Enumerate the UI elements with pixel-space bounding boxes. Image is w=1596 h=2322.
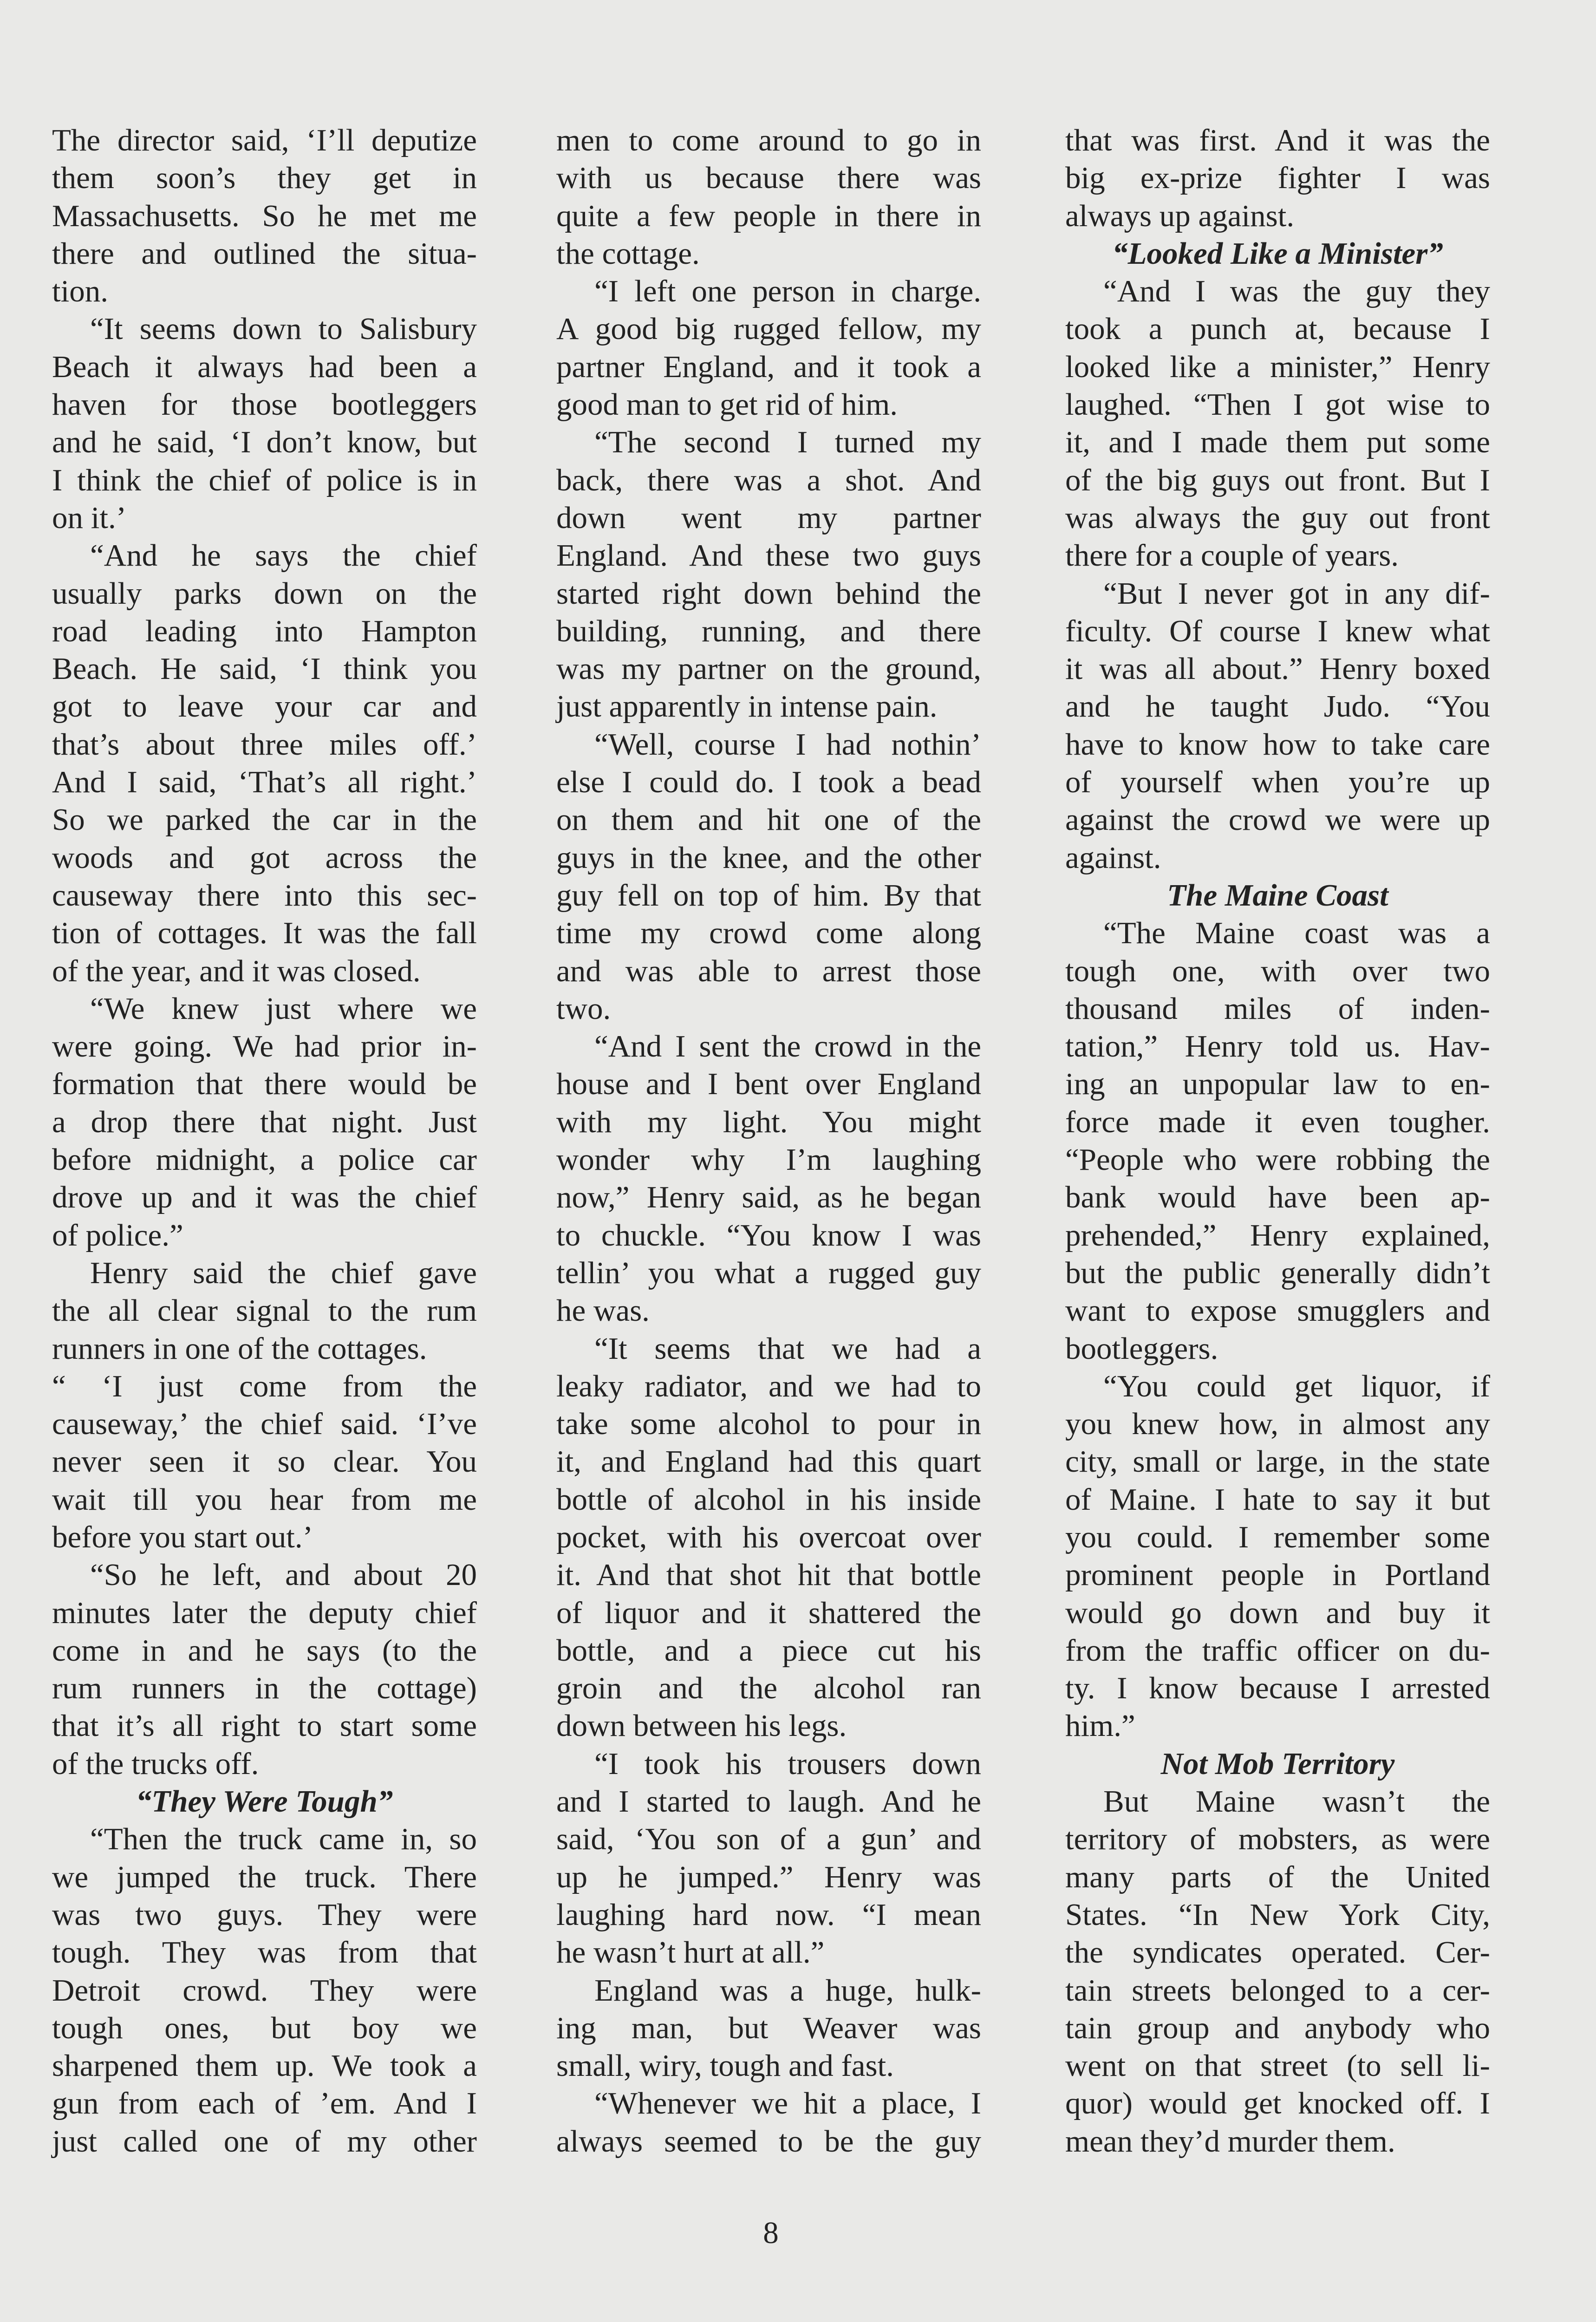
text-line: you could. I remember some (1065, 1520, 1490, 1554)
text-line: of yourself when you’re up (1065, 765, 1490, 800)
paragraph-first-line: “And I was the guy they (1103, 274, 1490, 309)
text-line: take some alcohol to pour in (556, 1407, 981, 1441)
paragraph-first-line: “The Maine coast was a (1103, 916, 1490, 951)
text-line: were going. We had prior in- (52, 1029, 477, 1064)
text-line: tion of cottages. It was the fall (52, 916, 477, 951)
text-line: ficulty. Of course I knew what (1065, 613, 1490, 648)
text-line: ing an unpopular law to en- (1065, 1067, 1490, 1102)
text-line: tellin’ you what a rugged guy (556, 1255, 981, 1290)
text-line: gun from each of ’em. And I (52, 2086, 477, 2121)
text-line: runners in one of the cottages. (52, 1331, 427, 1366)
text-line: took a punch at, because I (1065, 312, 1490, 346)
text-line: groin and the alcohol ran (556, 1671, 981, 1706)
text-line: city, small or large, in the state (1065, 1444, 1490, 1479)
text-line: of the trucks off. (52, 1746, 259, 1781)
column-middle (556, 122, 981, 2160)
paragraph-first-line: “We knew just where we (90, 991, 477, 1026)
section-subheading: Not Mob Territory (1160, 1746, 1395, 1781)
text-line: mean they’d murder them. (1065, 2124, 1395, 2159)
paragraph-first-line: Henry said the chief gave (90, 1255, 477, 1290)
paragraph-first-line: England was a huge, hulk- (594, 1973, 981, 2008)
text-line: force made it even tougher. (1065, 1104, 1490, 1139)
text-line: it was all about.” Henry boxed (1065, 652, 1490, 686)
text-line: down went my partner (556, 500, 981, 535)
text-line: pocket, with his overcoat over (556, 1520, 981, 1554)
paragraph-first-line: “Well, course I had nothin’ (594, 727, 981, 762)
text-line: “ ‘I just come from the (52, 1369, 477, 1403)
text-line: there and outlined the situa- (52, 236, 477, 271)
text-line: Beach. He said, ‘I think you (52, 652, 477, 686)
text-line: would go down and buy it (1065, 1595, 1490, 1630)
text-line: drove up and it was the chief (52, 1180, 477, 1215)
text-line: just apparently in intense pain. (556, 689, 938, 724)
text-line: sharpened them up. We took a (52, 2048, 477, 2083)
text-line: never seen it so clear. You (52, 1444, 477, 1479)
text-line: a drop there that night. Just (52, 1104, 477, 1139)
text-line: guys in the knee, and the other (556, 840, 981, 875)
text-line: ty. I know because I arrested (1065, 1671, 1490, 1706)
text-line: wait till you hear from me (52, 1482, 477, 1517)
text-line: there for a couple of years. (1065, 538, 1399, 573)
text-line: laughing hard now. “I mean (556, 1897, 981, 1932)
text-line: tough ones, but boy we (52, 2010, 477, 2045)
text-line: was always the guy out front (1065, 500, 1490, 535)
text-line: rum runners in the cottage) (52, 1671, 477, 1706)
text-line: the all clear signal to the rum (52, 1293, 477, 1328)
text-line: woods and got across the (52, 840, 477, 875)
text-line: it. And that shot hit that bottle (556, 1558, 981, 1592)
text-line: Massachusetts. So he met me (52, 198, 477, 233)
text-line: you knew how, in almost any (1065, 1407, 1490, 1441)
paragraph-first-line: “I left one person in charge. (594, 274, 981, 309)
paragraph-first-line: “And he says the chief (90, 538, 477, 573)
section-subheading: “They Were Tough” (136, 1784, 393, 1819)
paragraph-first-line: “Then the truck came in, so (90, 1822, 477, 1857)
text-line: tough one, with over two (1065, 953, 1490, 988)
text-line: A good big rugged fellow, my (556, 312, 981, 346)
text-line: of Maine. I hate to say it but (1065, 1482, 1490, 1517)
text-line: The director said, ‘I’ll deputize (52, 123, 477, 157)
text-line: always seemed to be the guy (556, 2124, 981, 2159)
text-line: that was first. And it was the (1065, 123, 1490, 157)
text-line: down between his legs. (556, 1709, 847, 1743)
text-line: guy fell on top of him. By that (556, 878, 981, 913)
section-subheading: “Looked Like a Minister” (1112, 236, 1443, 271)
text-line: and he taught Judo. “You (1065, 689, 1490, 724)
paragraph-first-line: “You could get liquor, if (1103, 1369, 1490, 1403)
paragraph-first-line: “And I sent the crowd in the (594, 1029, 981, 1064)
text-line: we jumped the truck. There (52, 1859, 477, 1894)
text-line: road leading into Hampton (52, 613, 477, 648)
text-line: formation that there would be (52, 1067, 477, 1102)
text-line: partner England, and it took a (556, 349, 981, 384)
text-line: tation,” Henry told us. Hav- (1065, 1029, 1490, 1064)
text-line: up he jumped.” Henry was (556, 1859, 981, 1894)
text-line: want to expose smugglers and (1065, 1293, 1490, 1328)
text-line: always up against. (1065, 198, 1295, 233)
text-line: he wasn’t hurt at all.” (556, 1935, 825, 1970)
text-line: England. And these two guys (556, 538, 981, 573)
text-line: back, there was a shot. And (556, 463, 981, 497)
text-line: bootleggers. (1065, 1331, 1218, 1366)
paragraph-first-line: “Whenever we hit a place, I (594, 2086, 981, 2121)
text-line: with us because there was (556, 161, 981, 196)
text-line: the syndicates operated. Cer- (1065, 1935, 1490, 1970)
text-line: that’s about three miles off.’ (52, 727, 477, 762)
paragraph-first-line: “It seems that we had a (594, 1331, 981, 1366)
text-line: Beach it always had been a (52, 349, 477, 384)
text-line: from the traffic officer on du- (1065, 1633, 1490, 1668)
text-line: it, and England had this quart (556, 1444, 981, 1479)
text-line: men to come around to go in (556, 123, 981, 157)
text-line: come in and he says (to the (52, 1633, 477, 1668)
text-line: looked like a minister,” Henry (1065, 349, 1490, 384)
text-line: before midnight, a police car (52, 1142, 477, 1177)
paragraph-first-line: “So he left, and about 20 (90, 1558, 477, 1592)
text-line: bank would have been ap- (1065, 1180, 1490, 1215)
text-line: And I said, ‘That’s all right.’ (52, 765, 477, 800)
text-line: said, ‘You son of a gun’ and (556, 1822, 981, 1857)
text-line: tough. They was from that (52, 1935, 477, 1970)
text-line: haven for those bootleggers (52, 387, 477, 422)
text-line: tain group and anybody who (1065, 2010, 1490, 2045)
text-line: quor) would get knocked off. I (1065, 2086, 1490, 2121)
text-line: quite a few people in there in (556, 198, 981, 233)
text-line: bottle, and a piece cut his (556, 1633, 981, 1668)
text-line: of the year, and it was closed. (52, 953, 421, 988)
text-line: causeway there into this sec- (52, 878, 477, 913)
text-line: minutes later the deputy chief (52, 1595, 477, 1630)
text-line: was my partner on the ground, (556, 652, 981, 686)
text-line: thousand miles of inden- (1065, 991, 1490, 1026)
text-line: two. (556, 991, 611, 1026)
text-line: leaky radiator, and we had to (556, 1369, 981, 1403)
text-line: went on that street (to sell li- (1065, 2048, 1490, 2083)
text-line: Detroit crowd. They were (52, 1973, 477, 2008)
text-line: and I started to laugh. And he (556, 1784, 981, 1819)
text-line: of liquor and it shattered the (556, 1595, 981, 1630)
column-left (52, 122, 477, 2160)
text-line: prominent people in Portland (1065, 1558, 1490, 1592)
page-number: 8 (763, 2216, 779, 2250)
text-line: them soon’s they get in (52, 161, 477, 196)
text-line: got to leave your car and (52, 689, 477, 724)
text-line: time my crowd come along (556, 916, 981, 951)
text-line: on it.’ (52, 500, 127, 535)
text-line: was two guys. They were (52, 1897, 477, 1932)
text-line: good man to get rid of him. (556, 387, 898, 422)
paragraph-first-line: “But I never got in any dif- (1103, 576, 1490, 611)
text-line: wonder why I’m laughing (556, 1142, 981, 1177)
text-line: laughed. “Then I got wise to (1065, 387, 1490, 422)
text-line: just called one of my other (52, 2124, 477, 2159)
text-line: “People who were robbing the (1065, 1142, 1490, 1177)
paragraph-first-line: “I took his trousers down (594, 1746, 981, 1781)
text-line: usually parks down on the (52, 576, 477, 611)
text-line: to chuckle. “You know I was (556, 1218, 981, 1252)
text-line: big ex-prize fighter I was (1065, 161, 1490, 196)
text-line: started right down behind the (556, 576, 981, 611)
text-line: causeway,’ the chief said. ‘I’ve (52, 1407, 477, 1441)
text-line: States. “In New York City, (1065, 1897, 1490, 1932)
text-line: house and I bent over England (556, 1067, 981, 1102)
text-line: building, running, and there (556, 613, 981, 648)
text-line: I think the chief of police is in (52, 463, 477, 497)
text-line: tain streets belonged to a cer- (1065, 1973, 1490, 2008)
text-line: now,” Henry said, as he began (556, 1180, 981, 1215)
text-line: he was. (556, 1293, 650, 1328)
text-line: many parts of the United (1065, 1859, 1490, 1894)
text-line: it, and I made them put some (1065, 425, 1490, 460)
column-right (1065, 122, 1490, 2160)
text-line: bottle of alcohol in his inside (556, 1482, 981, 1517)
text-line: that it’s all right to start some (52, 1709, 477, 1743)
text-line: him.” (1065, 1709, 1135, 1743)
text-line: the cottage. (556, 236, 700, 271)
text-line: tion. (52, 274, 108, 309)
text-line: against the crowd we were up (1065, 802, 1490, 837)
text-line: but the public generally didn’t (1065, 1255, 1490, 1290)
text-line: of the big guys out front. But I (1065, 463, 1490, 497)
text-line: on them and hit one of the (556, 802, 981, 837)
paragraph-first-line: “It seems down to Salisbury (90, 312, 477, 346)
text-line: of police.” (52, 1218, 183, 1252)
text-line: else I could do. I took a bead (556, 765, 981, 800)
text-line: ing man, but Weaver was (556, 2010, 981, 2045)
text-line: prehended,” Henry explained, (1065, 1218, 1490, 1252)
text-line: against. (1065, 840, 1161, 875)
text-line: with my light. You might (556, 1104, 981, 1139)
text-line: before you start out.’ (52, 1520, 313, 1554)
text-line: small, wiry, tough and fast. (556, 2048, 894, 2083)
text-line: and was able to arrest those (556, 953, 981, 988)
text-line: have to know how to take care (1065, 727, 1490, 762)
paragraph-first-line: But Maine wasn’t the (1103, 1784, 1490, 1819)
paragraph-first-line: “The second I turned my (594, 425, 981, 460)
text-line: territory of mobsters, as were (1065, 1822, 1490, 1857)
text-line: So we parked the car in the (52, 802, 477, 837)
text-line: and he said, ‘I don’t know, but (52, 425, 477, 460)
section-subheading: The Maine Coast (1167, 878, 1388, 913)
